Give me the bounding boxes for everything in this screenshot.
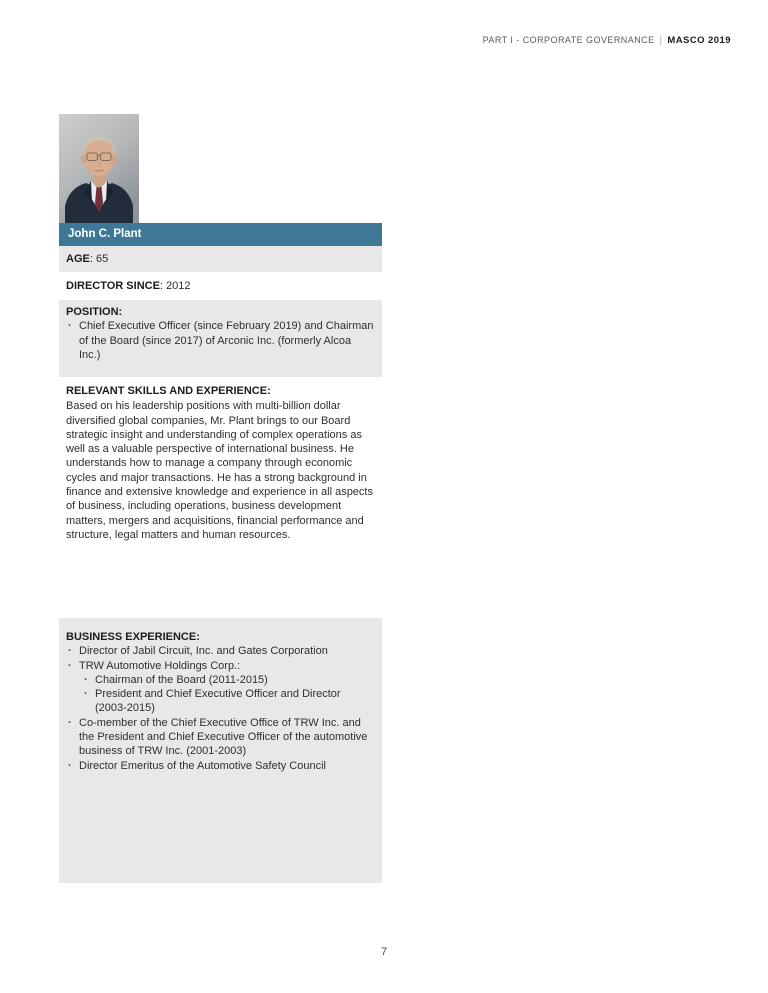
age-label: AGE: [66, 253, 90, 265]
position-item: · Chief Executive Officer (since February 2019) and Chairman of the Board (since 2017) of Arconic Inc. (formerly Alcoa Inc.): [66, 319, 374, 362]
portrait-illustration: [59, 114, 139, 223]
business-experience-subitem: · President and Chief Executive Officer and Director (2003-2015): [82, 687, 374, 716]
position-heading: POSITION:: [66, 306, 123, 318]
business-experience-heading: BUSINESS EXPERIENCE:: [66, 631, 200, 643]
page-number: 7: [380, 946, 388, 958]
director-portrait-photo: [59, 114, 139, 223]
position-box: [59, 300, 382, 377]
header-brand-label: MASCO 2019: [667, 35, 731, 46]
business-experience-subitem: · Chairman of the Board (2011-2015): [82, 673, 374, 687]
director-since-value: : 2012: [159, 280, 191, 292]
director-name-banner: [59, 223, 382, 246]
director-since-row: [59, 280, 382, 292]
header-section-label: PART I - CORPORATE GOVERNANCE: [482, 35, 655, 45]
page-header: [483, 35, 731, 46]
age-value: : 65: [89, 253, 109, 265]
skills-section: [59, 384, 382, 542]
business-experience-item: · Director of Jabil Circuit, Inc. and Gates Corporation: [66, 644, 374, 658]
position-list: [66, 319, 374, 362]
business-experience-item: · Co-member of the Chief Executive Office of TRW Inc. and the President and Chief Executive Officer of the automotive business of TRW Inc. (2001-2003): [66, 716, 374, 759]
director-name: John C. Plant: [68, 228, 142, 240]
header-separator: |: [659, 35, 663, 45]
director-since-label: DIRECTOR SINCE: [66, 280, 160, 292]
business-experience-item: · TRW Automotive Holdings Corp.:: [66, 659, 374, 673]
business-experience-item: · Director Emeritus of the Automotive Safety Council: [66, 759, 374, 773]
skills-text: Based on his leadership positions with multi-billion dollar diversified global companies, Mr. Plant brings to our Board strategic insight and understanding of complex operations as well as a valuable perspective of international business. He understands how to manage a company through economic cycles and major transactions. He has a strong background in finance and extensive knowledge and experience in all aspects of business, including operations, business development matters, mergers and acquisitions, financial performance and structure, legal matters and human resources.: [66, 400, 373, 541]
age-row: [59, 246, 382, 272]
skills-heading: RELEVANT SKILLS AND EXPERIENCE:: [66, 385, 271, 397]
business-experience-list: [66, 644, 374, 773]
business-experience-box: [59, 618, 382, 883]
